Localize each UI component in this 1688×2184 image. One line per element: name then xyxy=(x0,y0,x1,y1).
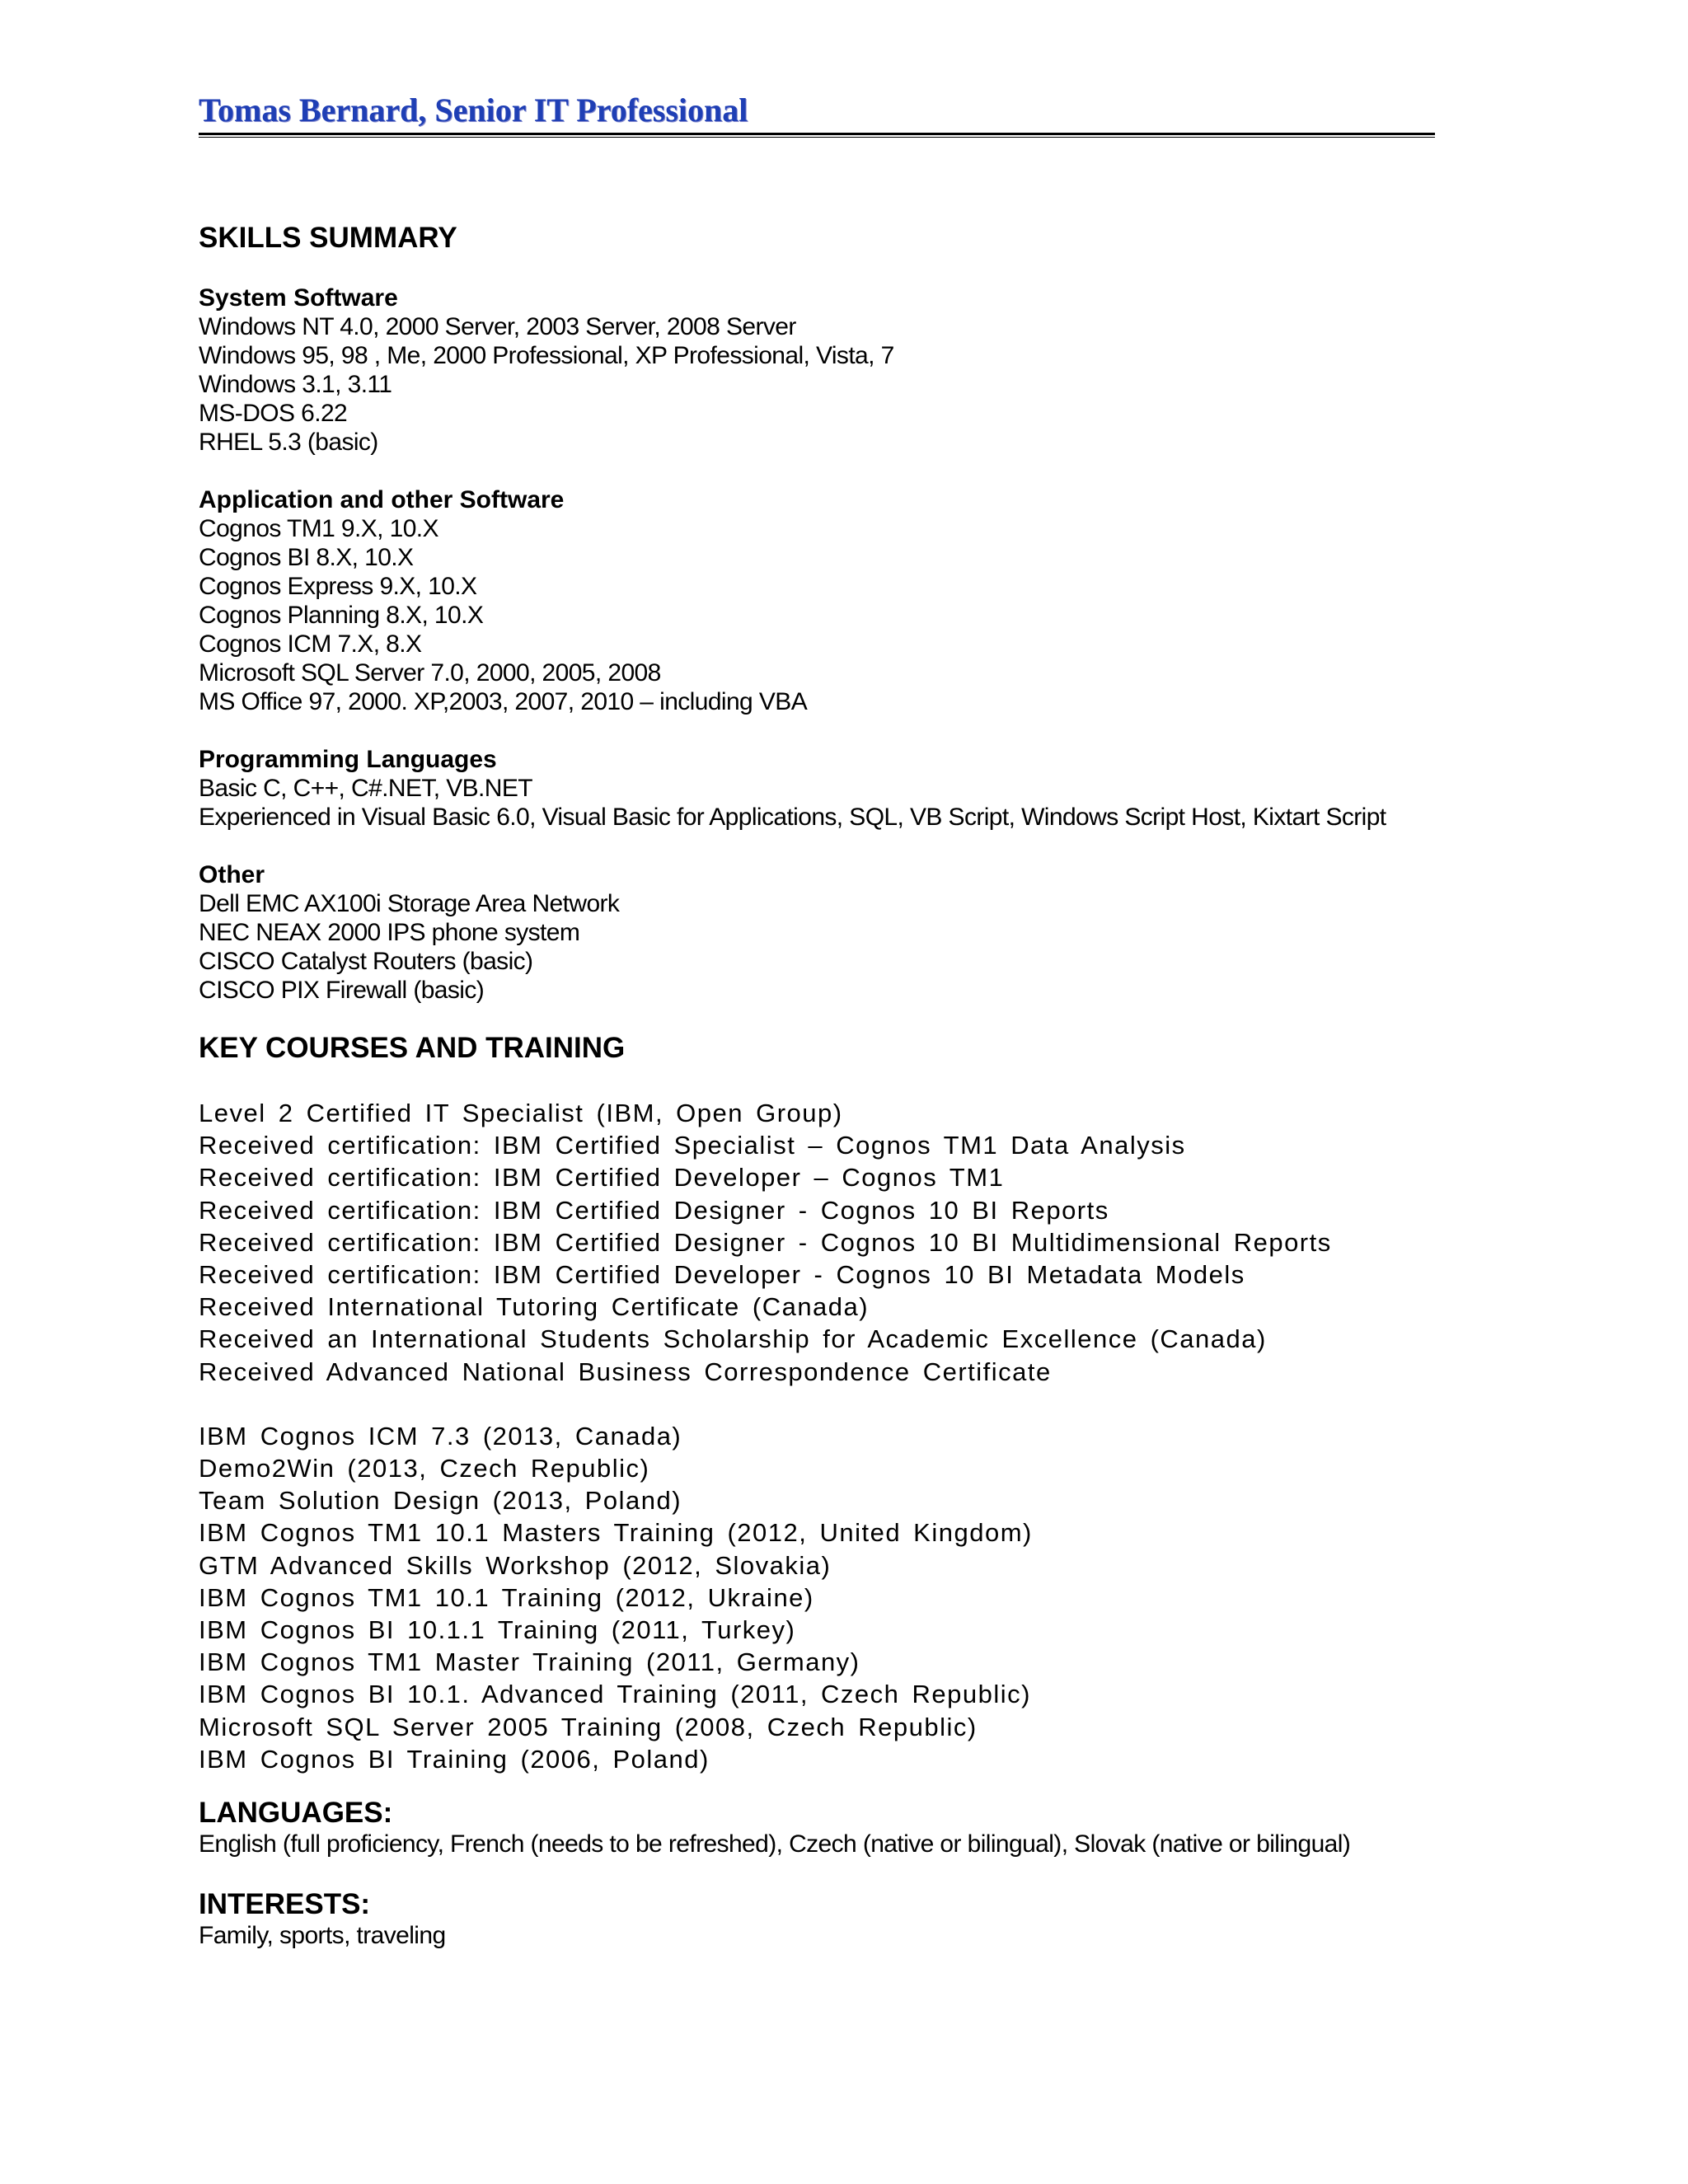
training-item: GTM Advanced Skills Workshop (2012, Slovakia) xyxy=(199,1550,832,1580)
skill-line: Cognos Planning 8.X, 10.X xyxy=(199,602,484,629)
certification-item: Received Advanced National Business Correspondence Certificate xyxy=(199,1357,1052,1386)
skill-line: CISCO Catalyst Routers (basic) xyxy=(199,948,533,975)
skills-summary-section xyxy=(199,222,1451,1005)
certification-item: Level 2 Certified IT Specialist (IBM, Open Group) xyxy=(199,1099,843,1127)
title-rule-thin xyxy=(199,137,1435,138)
skill-group-heading: System Software xyxy=(199,284,398,312)
training-item: Demo2Win (2013, Czech Republic) xyxy=(199,1454,650,1483)
skill-line: Cognos TM1 9.X, 10.X xyxy=(199,515,438,542)
certification-item: Received certification: IBM Certified Designer - Cognos 10 BI Reports xyxy=(199,1195,1109,1225)
document-title: Tomas Bernard, Senior IT Professional xyxy=(199,91,748,129)
skill-line: Windows 3.1, 3.11 xyxy=(199,371,392,398)
skill-group-application-software xyxy=(199,485,1451,716)
courses-heading: KEY COURSES AND TRAINING xyxy=(199,1032,626,1064)
skill-line: Cognos ICM 7.X, 8.X xyxy=(199,630,422,658)
title-rule xyxy=(199,133,1435,135)
certification-item: Received certification: IBM Certified Specialist – Cognos TM1 Data Analysis xyxy=(199,1131,1186,1160)
skill-group-system-software xyxy=(199,284,1451,457)
skill-line: Basic C, C++, C#.NET, VB.NET xyxy=(199,775,532,802)
training-item: IBM Cognos TM1 Master Training (2011, Germany) xyxy=(199,1647,860,1677)
skill-group-heading: Other xyxy=(199,861,265,888)
training-item: Microsoft SQL Server 2005 Training (2008, Czech Republic) xyxy=(199,1712,978,1741)
training-item: IBM Cognos TM1 10.1 Masters Training (2012, United Kingdom) xyxy=(199,1518,1033,1548)
training-item: Team Solution Design (2013, Poland) xyxy=(199,1486,682,1516)
trainings-list xyxy=(199,1420,1451,1775)
skill-group-heading: Programming Languages xyxy=(199,746,497,773)
skill-line: Cognos BI 8.X, 10.X xyxy=(199,544,414,571)
resume-page xyxy=(199,91,1451,1950)
skills-summary-heading: SKILLS SUMMARY xyxy=(199,222,457,254)
certification-item: Received certification: IBM Certified Developer - Cognos 10 BI Metadata Models xyxy=(199,1260,1245,1290)
skill-line: Cognos Express 9.X, 10.X xyxy=(199,573,477,600)
skill-line: CISCO PIX Firewall (basic) xyxy=(199,977,485,1004)
skill-group-heading: Application and other Software xyxy=(199,486,565,513)
training-item: IBM Cognos BI 10.1. Advanced Training (2011, Czech Republic) xyxy=(199,1680,1031,1709)
skill-line: Dell EMC AX100i Storage Area Network xyxy=(199,890,620,917)
skill-line: NEC NEAX 2000 IPS phone system xyxy=(199,919,580,946)
skill-group-programming-languages xyxy=(199,745,1451,832)
certification-item: Received certification: IBM Certified Designer - Cognos 10 BI Multidimensional Reports xyxy=(199,1227,1332,1257)
skill-line: MS-DOS 6.22 xyxy=(199,400,348,427)
certification-item: Received an International Students Scholarship for Academic Excellence (Canada) xyxy=(199,1324,1267,1354)
interests-text: Family, sports, traveling xyxy=(199,1922,446,1950)
languages-text: English (full proficiency, French (needs to be refreshed), Czech (native or bilingual), Slovak (native or bilingual) xyxy=(199,1830,1351,1858)
interests-heading: INTERESTS: xyxy=(199,1888,371,1921)
training-item: IBM Cognos BI 10.1.1 Training (2011, Turkey) xyxy=(199,1615,796,1645)
languages-section xyxy=(199,1797,1451,1858)
certifications-list xyxy=(199,1097,1451,1388)
training-item: IBM Cognos TM1 10.1 Training (2012, Ukraine) xyxy=(199,1582,814,1612)
certification-item: Received certification: IBM Certified Developer – Cognos TM1 xyxy=(199,1163,1005,1193)
skill-line: Experienced in Visual Basic 6.0, Visual Basic for Applications, SQL, VB Script, Windows Script Host, Kixtart Script xyxy=(199,804,1386,831)
skill-group-other xyxy=(199,860,1451,1005)
courses-section xyxy=(199,1032,1451,1775)
certification-item: Received International Tutoring Certificate (Canada) xyxy=(199,1292,870,1322)
interests-section xyxy=(199,1888,1451,1950)
skill-line: MS Office 97, 2000. XP,2003, 2007, 2010 – including VBA xyxy=(199,688,808,715)
training-item: IBM Cognos ICM 7.3 (2013, Canada) xyxy=(199,1421,682,1451)
skill-line: Microsoft SQL Server 7.0, 2000, 2005, 2008 xyxy=(199,659,661,687)
skill-line: RHEL 5.3 (basic) xyxy=(199,429,378,456)
skill-line: Windows NT 4.0, 2000 Server, 2003 Server, 2008 Server xyxy=(199,313,796,340)
training-item: IBM Cognos BI Training (2006, Poland) xyxy=(199,1744,710,1774)
languages-heading: LANGUAGES: xyxy=(199,1797,393,1830)
skill-line: Windows 95, 98 , Me, 2000 Professional, XP Professional, Vista, 7 xyxy=(199,342,894,369)
